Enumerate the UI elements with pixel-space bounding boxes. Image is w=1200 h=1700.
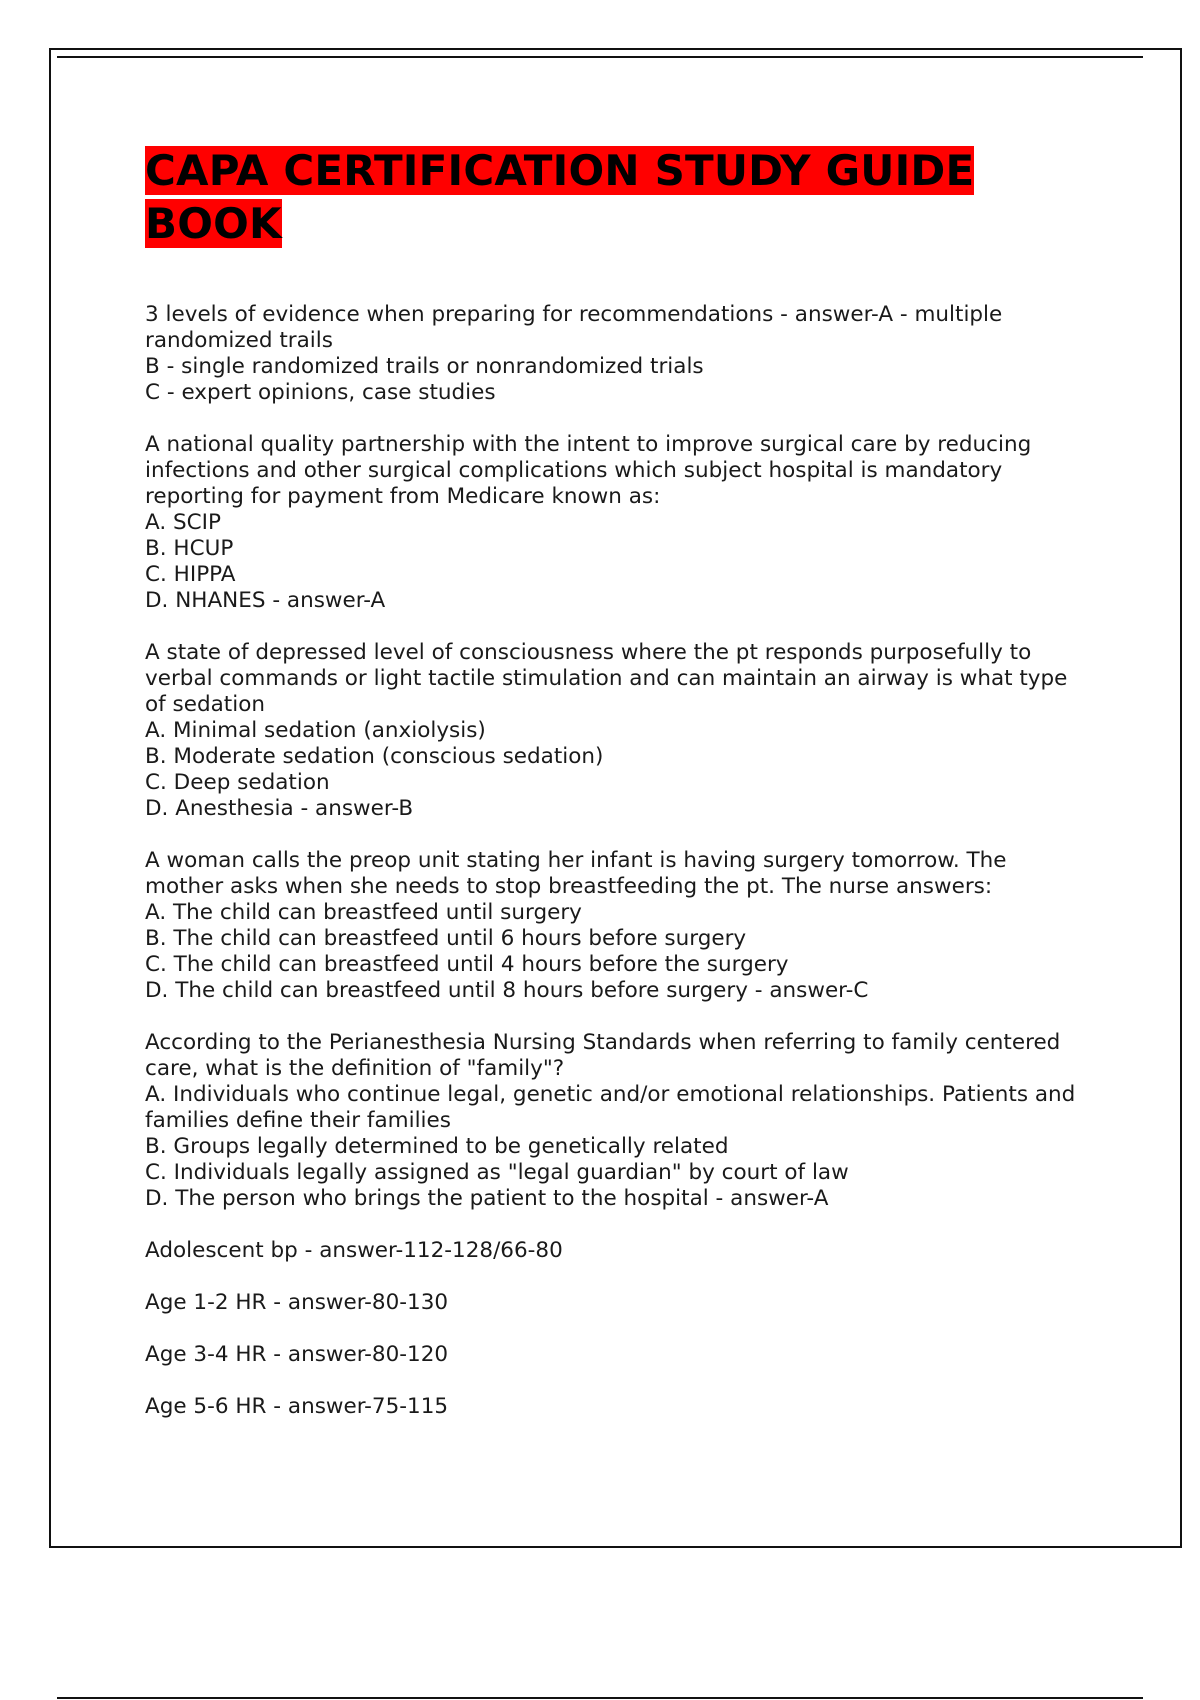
entry-line: A. SCIP	[145, 510, 221, 535]
entry-line: D. The child can breastfeed until 8 hours before surgery - answer-C	[145, 978, 869, 1003]
entry-line: C. HIPPA	[145, 562, 236, 587]
question-entry	[145, 1030, 1085, 1212]
entry-line: A. Minimal sedation (anxiolysis)	[145, 718, 486, 743]
entry-line: C. Deep sedation	[145, 770, 330, 795]
question-entry	[145, 432, 1085, 614]
entry-line: B - single randomized trails or nonrandomized trials	[145, 354, 704, 379]
question-entry	[145, 1394, 1085, 1420]
entry-line: C. Individuals legally assigned as "legal guardian" by court of law	[145, 1160, 849, 1185]
question-entry	[145, 1342, 1085, 1368]
entry-line: Age 3-4 HR - answer-80-120	[145, 1342, 449, 1367]
entry-line: A woman calls the preop unit stating her infant is having surgery tomorrow. The mother asks when she needs to stop breastfeeding the pt. The nurse answers:	[145, 848, 1007, 899]
question-list	[145, 302, 1085, 1420]
entry-line: Age 5-6 HR - answer-75-115	[145, 1394, 449, 1419]
document-title	[145, 144, 1085, 250]
entry-line: Adolescent bp - answer-112-128/66-80	[145, 1238, 563, 1263]
bottom-rule	[57, 1697, 1143, 1699]
document-body	[145, 144, 1085, 1446]
entry-line: D. Anesthesia - answer-B	[145, 796, 414, 821]
entry-line: B. HCUP	[145, 536, 234, 561]
entry-line: D. The person who brings the patient to the hospital - answer-A	[145, 1186, 829, 1211]
question-entry	[145, 302, 1085, 406]
entry-line: Age 1-2 HR - answer-80-130	[145, 1290, 449, 1315]
question-entry	[145, 1238, 1085, 1264]
entry-line: A national quality partnership with the intent to improve surgical care by reducing infections and other surgical complications which subject hospital is mandatory reporting for payment from Medicare known as:	[145, 432, 1032, 509]
entry-line: D. NHANES - answer-A	[145, 588, 386, 613]
entry-line: B. The child can breastfeed until 6 hours before surgery	[145, 926, 747, 951]
entry-line: 3 levels of evidence when preparing for recommendations - answer-A - multiple randomized trails	[145, 302, 1003, 353]
entry-line: A. Individuals who continue legal, genetic and/or emotional relationships. Patients and families define their families	[145, 1082, 1076, 1133]
question-entry	[145, 640, 1085, 822]
entry-line: B. Groups legally determined to be genetically related	[145, 1134, 729, 1159]
entry-line: B. Moderate sedation (conscious sedation)	[145, 744, 604, 769]
question-entry	[145, 848, 1085, 1004]
entry-line: According to the Perianesthesia Nursing Standards when referring to family centered care, what is the definition of "family"?	[145, 1030, 1061, 1081]
question-entry	[145, 1290, 1085, 1316]
document-title-text: CAPA CERTIFICATION STUDY GUIDE BOOK	[145, 146, 975, 248]
entry-line: C. The child can breastfeed until 4 hours before the surgery	[145, 952, 789, 977]
top-rule	[57, 56, 1143, 58]
entry-line: A state of depressed level of consciousness where the pt responds purposefully to verbal commands or light tactile stimulation and can maintain an airway is what type of sedation	[145, 640, 1068, 717]
entry-line: A. The child can breastfeed until surgery	[145, 900, 582, 925]
entry-line: C - expert opinions, case studies	[145, 380, 496, 405]
